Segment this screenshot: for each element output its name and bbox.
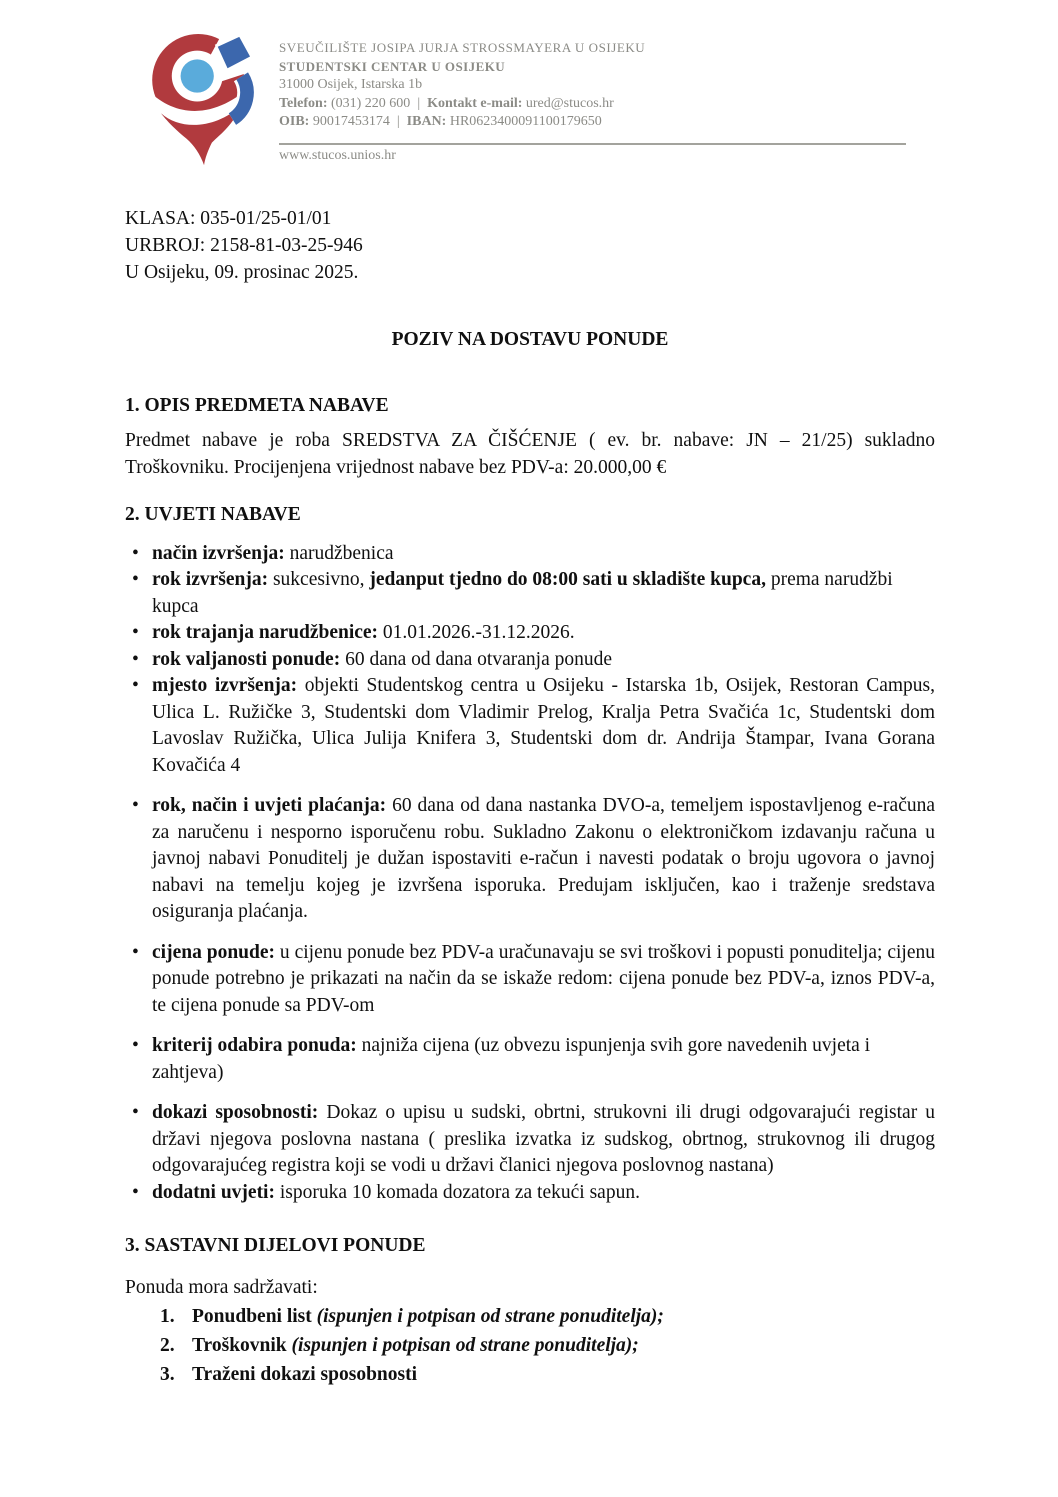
iban-value: HR0623400091100179650 bbox=[449, 114, 602, 129]
bullet-text: 60 dana od dana nastanka DVO-a, temeljem ispostavljenog e-računa za naručenu i nesporno isporučenu robu. Sukladno Zakonu o elektroničkom izdavanju računa u javnoj nabavi Ponuditelj je dužan ispostaviti e-račun i navesti podatak o broju ugovora o javnoj nabavi na temelju kojeg je izvršena isporuka. Predujam isključen, kao i traženje sredstava osiguranja plaćanja. bbox=[152, 795, 936, 922]
conditions-list bbox=[125, 541, 935, 1207]
item-number: 1. bbox=[160, 1306, 175, 1327]
bullet-text: narudžbenica bbox=[284, 542, 394, 564]
bullet-text: najniža cijena (uz obvezu ispunjenja svih gore navedenih uvjeta i zahtjeva) bbox=[152, 1035, 871, 1083]
organization-name: STUDENTSKI CENTAR U OSIJEKU bbox=[279, 58, 506, 74]
section1-paragraph: Predmet nabave je roba SREDSTVA ZA ČIŠĆENJE ( ev. br. nabave: JN – 21/25) sukladno Troškovniku. Procijenjena vrijednost nabave bez PDV-a: 20.000,00 € bbox=[125, 430, 935, 478]
website-url: www.stucos.unios.hr bbox=[279, 147, 396, 163]
phone-number: (031) 220 600 bbox=[330, 95, 411, 111]
bullet-label: rok trajanja narudžbenice: bbox=[152, 622, 379, 643]
bullet-kriterij-odabira bbox=[125, 1033, 935, 1086]
bullet-text: isporuka 10 komada dozatora za tekući sapun. bbox=[274, 1181, 640, 1203]
separator: | bbox=[417, 95, 421, 111]
klasa-line: KLASA: 035-01/25-01/01 bbox=[125, 208, 332, 229]
bullet-text: objekti Studentskog centra u Osijeku - Istarska 1b, Osijek, Restoran Campus, Ulica L. Ružičke 3, Studentski dom Vladimir Prelog, Kralja Petra Svačića 1c, Studentski dom Lavoslav Ružička, Ulica Julija Knifera 3, Studentski dom dr. Andrija Štampar, Ivana Gorana Kovačića 4 bbox=[152, 675, 936, 776]
bullet-text: Dokaz o upisu u sudski, obrtni, strukovni ili drugi odgovarajući registar u državi njegova poslovna nastana ( preslika izvatka iz sudskog, obrtnog, strukovnog ili drugog odgovarajućeg registra koji se vodi u državi članici njegova poslovnog nastana) bbox=[152, 1102, 936, 1176]
bullet-rok-valjanosti-ponude bbox=[125, 647, 935, 674]
oib-value: 90017453174 bbox=[312, 114, 390, 129]
bullet-text: sukcesivno, bbox=[268, 569, 365, 590]
bullet-text: 01.01.2026.-31.12.2026. bbox=[378, 622, 575, 643]
bullet-text: prema narudžbi kupca bbox=[152, 569, 893, 617]
bullet-text: u cijenu ponude bez PDV-a uračunavaju se svi troškovi i popusti ponuditelja; cijenu ponude potrebno je prikazati na način da se iskaže redom: cijena ponude bez PDV-a, iznos PDV-a, te cijena ponude sa PDV-om bbox=[152, 941, 935, 1016]
email-value: ured@stucos.hr bbox=[525, 95, 614, 111]
item-title: Ponudbeni list bbox=[192, 1306, 312, 1327]
item-note: (ispunjen i potpisan od strane ponuditelja); bbox=[316, 1306, 664, 1327]
item-title: Traženi dokazi sposobnosti bbox=[192, 1364, 418, 1385]
bullet-text-bold: jedanput tjedno do 08:00 sati u skladište kupca, bbox=[364, 569, 766, 590]
address-line: 31000 Osijek, Istarska 1b bbox=[279, 77, 423, 92]
letterhead-divider bbox=[279, 143, 906, 145]
phone-label: Telefon: bbox=[279, 95, 328, 111]
list-item bbox=[125, 1331, 935, 1360]
bullet-mjesto-izvrsenja bbox=[125, 673, 935, 779]
bullet-label: dokazi sposobnosti: bbox=[152, 1102, 319, 1123]
bullet-label: rok, način i uvjeti plaćanja: bbox=[152, 795, 387, 816]
oib-iban-line bbox=[279, 113, 935, 132]
phone-email-line bbox=[279, 95, 935, 114]
bullet-label: dodatni uvjeti: bbox=[152, 1181, 275, 1203]
email-label: Kontakt e-mail: bbox=[427, 95, 523, 111]
oib-label: OIB: bbox=[279, 114, 310, 129]
bullet-nacin-izvrsenja bbox=[125, 541, 935, 568]
place-date-line: U Osijeku, 09. prosinac 2025. bbox=[125, 262, 359, 283]
bullet-label: način izvršenja: bbox=[152, 542, 285, 564]
section3-intro: Ponuda mora sadržavati: bbox=[125, 1277, 318, 1298]
bullet-dodatni-uvjeti bbox=[125, 1180, 935, 1207]
studentski-centar-logo-icon bbox=[148, 33, 265, 168]
list-item bbox=[125, 1360, 935, 1389]
bullet-text: 60 dana od dana otvaranja ponude bbox=[340, 648, 613, 670]
section2-heading: 2. UVJETI NABAVE bbox=[125, 503, 301, 525]
bullet-label: mjesto izvršenja: bbox=[152, 675, 298, 696]
urbroj-line: URBROJ: 2158-81-03-25-946 bbox=[125, 235, 363, 256]
bullet-cijena-ponude bbox=[125, 940, 935, 1020]
separator: | bbox=[396, 114, 400, 129]
letterhead bbox=[125, 33, 935, 168]
bullet-label: kriterij odabira ponuda: bbox=[152, 1035, 357, 1056]
section3-heading: 3. SASTAVNI DIJELOVI PONUDE bbox=[125, 1235, 426, 1256]
bullet-rok-nacin-uvjeti-placanja bbox=[125, 793, 935, 926]
list-item bbox=[125, 1302, 935, 1331]
document-title: POZIV NA DOSTAVU PONUDE bbox=[391, 329, 669, 350]
item-number: 2. bbox=[160, 1335, 175, 1356]
offer-parts-list bbox=[125, 1302, 935, 1389]
bullet-rok-izvrsenja bbox=[125, 567, 935, 620]
iban-label: IBAN: bbox=[406, 114, 447, 129]
item-title: Troškovnik bbox=[192, 1335, 287, 1356]
bullet-label: rok valjanosti ponude: bbox=[152, 648, 341, 670]
bullet-label: cijena ponude: bbox=[152, 941, 276, 963]
bullet-label: rok izvršenja: bbox=[152, 569, 269, 590]
section1-heading: 1. OPIS PREDMETA NABAVE bbox=[125, 395, 389, 416]
bullet-rok-trajanja-narudzbenice bbox=[125, 620, 935, 647]
reference-block bbox=[125, 205, 935, 286]
university-name: SVEUČILIŠTE JOSIPA JURJA STROSSMAYERA U OSIJEKU bbox=[279, 40, 646, 55]
item-note: (ispunjen i potpisan od strane ponuditelja); bbox=[291, 1335, 639, 1356]
item-number: 3. bbox=[160, 1364, 175, 1385]
bullet-dokazi-sposobnosti bbox=[125, 1100, 935, 1180]
letterhead-text bbox=[279, 33, 935, 165]
